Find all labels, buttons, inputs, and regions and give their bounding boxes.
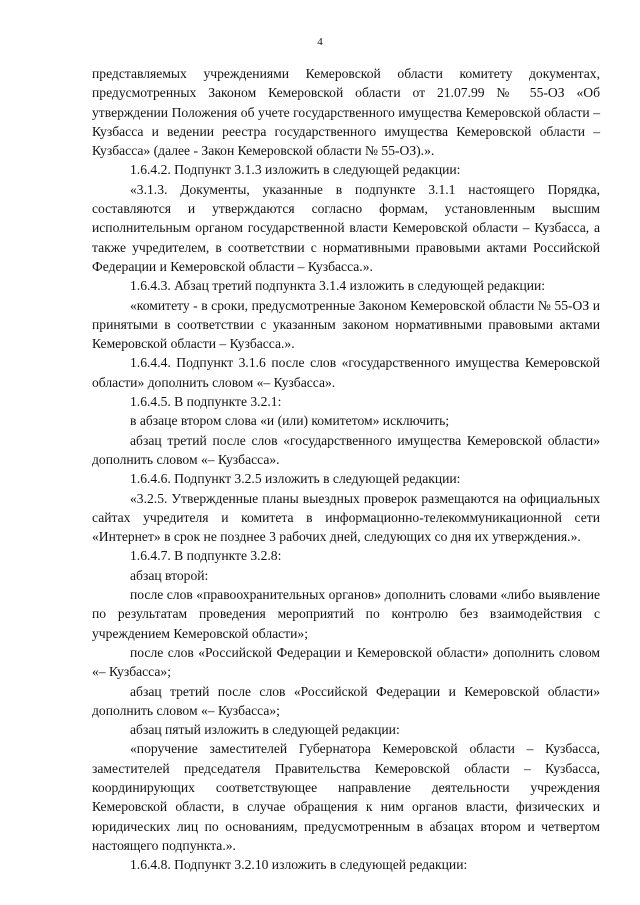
paragraph: «3.2.5. Утвержденные планы выездных проверок размещаются на официальных сайтах учредителя и комитета в информационно-телекоммуникационной сети «Интернет» в срок не позднее 3 рабочих дней, следующих со дня их утверждения.». xyxy=(92,490,600,545)
paragraph: 1.6.4.8. Подпункт 3.2.10 изложить в следующей редакции: xyxy=(130,857,468,873)
paragraph: 1.6.4.2. Подпункт 3.1.3 изложить в следующей редакции: xyxy=(130,162,461,178)
paragraph: «комитету - в сроки, предусмотренные Законом Кемеровской области № 55-ОЗ и принятыми в соответствии с указанным законом нормативными правовыми актами Кемеровской области – Кузбасса.». xyxy=(92,297,600,352)
paragraph: абзац третий после слов «Российской Федерации и Кемеровской области» дополнить словом «– Кузбасса»; xyxy=(92,683,600,718)
paragraph: после слов «Российской Федерации и Кемеровской области» дополнить словом «– Кузбасса»; xyxy=(92,644,600,680)
paragraph: 1.6.4.4. Подпункт 3.1.6 после слов «государственного имущества Кемеровской области» дополнить словом «– Кузбасса». xyxy=(92,355,600,390)
paragraph: после слов «правоохранительных органов» дополнить словами «либо выявление по результатам проведения мероприятий по контролю без взаимодействия с учреждением Кемеровской области»; xyxy=(92,587,600,641)
paragraph: 1.6.4.7. В подпункте 3.2.8: xyxy=(130,548,282,564)
paragraph: абзац третий после слов «государственного имущества Кемеровской области» дополнить словом «– Кузбасса». xyxy=(92,432,600,467)
paragraph: абзац пятый изложить в следующей редакции: xyxy=(130,722,400,738)
paragraph: представляемых учреждениями Кемеровской области комитету документах, предусмотренных Законом Кемеровской области от 21.07.99 № 55-ОЗ «Об утверждении Положения об учете государственного имущества Кемеровской области – Кузбасса и ведении реестра государственного имущества Кемеровской области – Кузбасса» (далее - Закон Кемеровской области № 55-ОЗ).». xyxy=(92,66,600,159)
paragraph: абзац второй: xyxy=(130,567,209,583)
document-body xyxy=(92,64,600,874)
paragraph: «поручение заместителей Губернатора Кемеровской области – Кузбасса, заместителей председателя Правительства Кемеровской области – Кузбасса, координирующих соответствующее направление деятельности учреждения Кемеровской области, в случае обращения к ним органов власти, физических и юридических лиц по основаниям, предусмотренным в абзацах втором и четвертом настоящего подпункта.». xyxy=(92,741,600,853)
paragraph: 1.6.4.5. В подпункте 3.2.1: xyxy=(130,394,282,410)
page-number: 4 xyxy=(317,36,323,48)
paragraph: «3.1.3. Документы, указанные в подпункте 3.1.1 настоящего Порядка, составляются и утверждаются согласно формам, установленным высшим исполнительным органом государственной власти Кемеровской области – Кузбасса, а также учредителем, в соответствии с нормативными правовыми актами Российской Федерации и Кемеровской области – Кузбасса.». xyxy=(92,181,600,274)
paragraph: 1.6.4.3. Абзац третий подпункта 3.1.4 изложить в следующей редакции: xyxy=(130,278,546,294)
paragraph: в абзаце втором слова «и (или) комитетом» исключить; xyxy=(130,413,450,429)
paragraph: 1.6.4.6. Подпункт 3.2.5 изложить в следующей редакции: xyxy=(130,471,461,487)
